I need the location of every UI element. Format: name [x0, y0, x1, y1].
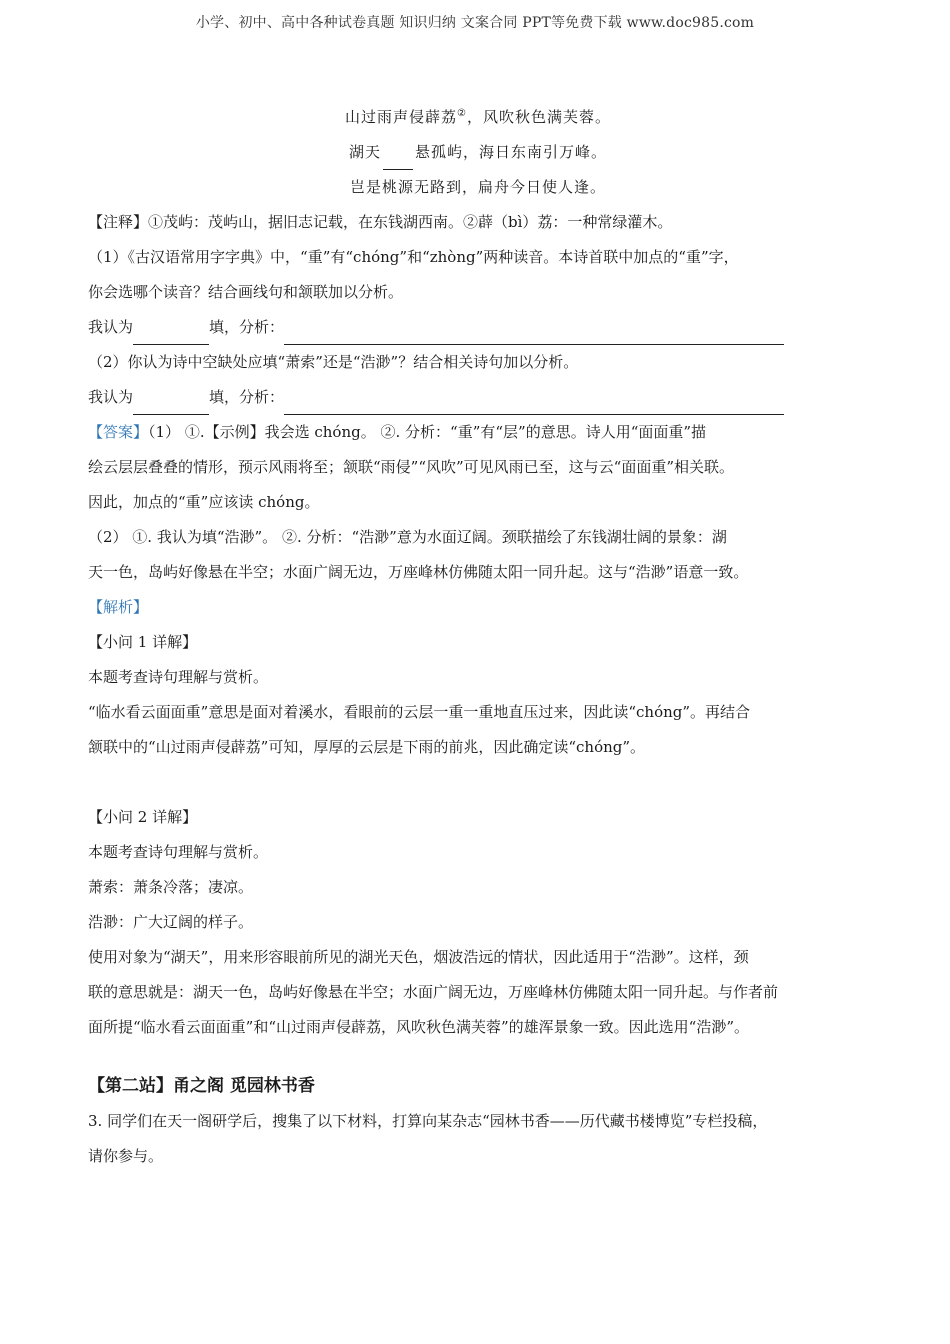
- analysis-sub2-line-3: 浩渺：广大辽阔的样子。: [88, 913, 254, 931]
- answer-a1-line-2: 绘云层层叠叠的情形，预示风雨将至；颔联“雨侵”“风吹”可见风雨已至，这与云“面面重”相关联。: [88, 458, 735, 476]
- answer-a1-line-1: [88, 415, 868, 450]
- spacer: [88, 765, 868, 800]
- poem-line-1-b: ，风吹秋色满芙蓉。: [466, 108, 611, 126]
- analysis-sub2-line-2: 萧索：萧条冷落；凄凉。: [88, 878, 254, 896]
- document-body: [88, 96, 868, 1174]
- q1-answer-prefix: 我认为: [88, 318, 134, 336]
- analysis-tag: 【解析】: [88, 598, 149, 616]
- poem-line-2-a: 湖天: [348, 143, 381, 161]
- analysis-sub1-title: 【小问 1 详解】: [88, 633, 198, 651]
- q2-line-1: （2）你认为诗中空缺处应填“萧索”还是“浩渺”？结合相关诗句加以分析。: [88, 353, 579, 371]
- q2-answer-prefix: 我认为: [88, 388, 134, 406]
- q1-line-1: （1）《古汉语常用字字典》中，“重”有“chóng”和“zhòng”两种读音。本诗首联中加点的“重”字，: [88, 248, 739, 266]
- q1-answer-line: [88, 310, 868, 345]
- analysis-sub2-title: 【小问 2 详解】: [88, 808, 198, 826]
- q3-line-1: 3. 同学们在天一阁研学后，搜集了以下材料，打算向某杂志“园林书香——历代藏书楼博览”专栏投稿，: [88, 1112, 768, 1130]
- answer-a2-line-2: 天一色，岛屿好像悬在半空；水面广阔无边，万座峰林仿佛随太阳一同升起。这与“浩渺”语意一致。: [88, 563, 749, 581]
- q1-choice-blank[interactable]: [133, 326, 209, 345]
- analysis-sub2-line-6: 面所提“临水看云面面重”和“山过雨声侵薜荔，风吹秋色满芙蓉”的雄浑景象一致。因此选用“浩渺”。: [88, 1018, 750, 1036]
- q1-answer-mid: 填，分析：: [209, 318, 285, 336]
- answer-a1-line-3: 因此，加点的“重”应该读 chóng。: [88, 493, 320, 511]
- q2-choice-blank[interactable]: [133, 396, 209, 415]
- q2-analysis-blank[interactable]: [284, 396, 784, 415]
- analysis-sub2-line-5: 联的意思就是：湖天一色，岛屿好像悬在半空；水面广阔无边，万座峰林仿佛随太阳一同升起。与作者前: [88, 983, 779, 1001]
- poem-line-1-a: 山过雨声侵薜荔: [345, 108, 458, 126]
- poem-blank: [383, 153, 413, 170]
- poem-line-2-b: 悬孤屿，海日东南引万峰。: [415, 143, 608, 161]
- analysis-sub1-line-1: 本题考查诗句理解与赏析。: [88, 668, 269, 686]
- analysis-sub2-line-4: 使用对象为“湖天”，用来形容眼前所见的湖光天色，烟波浩远的情状，因此适用于“浩渺”。这样，颈: [88, 948, 749, 966]
- q2-answer-mid: 填，分析：: [209, 388, 285, 406]
- poem-line-2: [88, 135, 868, 170]
- spacer: [88, 1045, 868, 1065]
- q3-line-2: 请你参与。: [88, 1147, 164, 1165]
- analysis-sub1-line-2: “临水看云面面重”意思是面对着溪水，看眼前的云层一重一重地直压过来，因此读“chóng”。再结合: [88, 703, 751, 721]
- poem-footnote-mark: ②: [457, 108, 467, 119]
- note: 【注释】①茂屿：茂屿山，据旧志记载，在东钱湖西南。②薜（bì）荔：一种常绿灌木。: [88, 213, 673, 231]
- answer-a2-line-1: （2） ①. 我认为填“浩渺”。 ②. 分析：“浩渺”意为水面辽阔。颈联描绘了东钱湖壮阔的景象：湖: [88, 528, 727, 546]
- answer-a1-text-1: （1） ①.【示例】我会选 chóng。 ②. 分析：“重”有“层”的意思。诗人用“面面重”描: [148, 423, 707, 441]
- q1-analysis-blank[interactable]: [284, 326, 784, 345]
- q1-line-2: 你会选哪个读音？结合画线句和颔联加以分析。: [88, 283, 404, 301]
- answer-tag: 【答案】: [88, 423, 149, 441]
- analysis-sub1-line-3: 颔联中的“山过雨声侵薜荔”可知，厚厚的云层是下雨的前兆，因此确定读“chóng”。: [88, 738, 646, 756]
- q2-answer-line: [88, 380, 868, 415]
- analysis-sub2-line-1: 本题考查诗句理解与赏析。: [88, 843, 269, 861]
- page-header: 小学、初中、高中各种试卷真题 知识归纳 文案合同 PPT等免费下载 www.doc985.com: [195, 15, 755, 31]
- section-2-title: 【第二站】甬之阁 觅园林书香: [88, 1076, 315, 1096]
- poem-line-3: 岂是桃源无路到，扁舟今日使人逢。: [349, 178, 606, 196]
- poem-line-1: [88, 96, 868, 135]
